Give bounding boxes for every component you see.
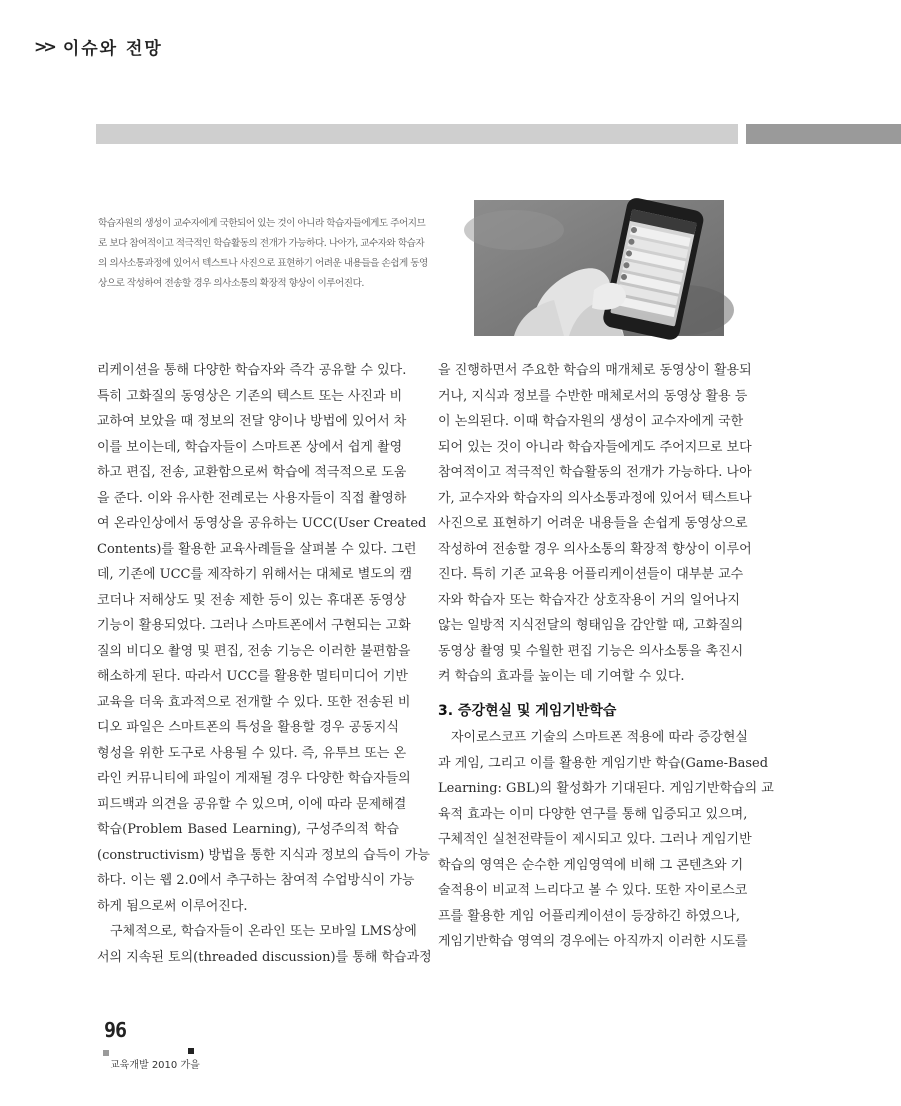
- footer-square-icon: [103, 1050, 109, 1056]
- text-line: 교하여 보았을 때 정보의 전달 양이나 방법에 있어서 차: [97, 414, 407, 429]
- text-line: 켜 학습의 효과를 높이는 데 기여할 수 있다.: [438, 669, 685, 684]
- text-line: 자이로스코프 기술의 스마트폰 적용에 따라 증강현실: [451, 730, 748, 745]
- text-line: 디오 파일은 스마트폰의 특성을 활용할 경우 공동지식: [97, 720, 399, 735]
- text-line: 학습의 영역은 순수한 게임영역에 비해 그 콘텐츠와 기: [438, 857, 744, 873]
- text-line: 하다. 이는 웹 2.0에서 추구하는 참여적 수업방식이 가능: [97, 873, 415, 888]
- caption-line: 의 의사소통과정에 있어서 텍스트나 사진으로 표현하기 어려운 내용들을 손쉽게 동영: [98, 258, 428, 269]
- footer-square-icon: [188, 1048, 194, 1054]
- text-line: 진다. 특히 기존 교육용 어플리케이션들이 대부분 교수: [438, 567, 744, 582]
- section-header: [34, 34, 163, 59]
- text-line: 거나, 지식과 정보를 수반한 매체로서의 동영상 활용 등: [438, 388, 748, 404]
- body-column-right-part1: [438, 358, 752, 690]
- text-line: 피드백과 의견을 공유할 수 있으며, 이에 따라 문제해결: [97, 796, 407, 812]
- text-line: 라인 커뮤니티에 파일이 게재될 경우 다양한 학습자들의: [97, 771, 411, 786]
- text-line: 가, 교수자와 학습자의 의사소통과정에 있어서 텍스트나: [438, 490, 752, 506]
- smartphone-photo: [474, 200, 724, 336]
- text-line: 이 논의된다. 이때 학습자원의 생성이 교수자에게 국한: [438, 414, 744, 429]
- header-bar-light: [96, 124, 738, 144]
- photo-caption: [98, 214, 454, 294]
- text-line: 하고 편집, 전송, 교환함으로써 학습에 적극적으로 도움: [97, 465, 407, 480]
- text-line: 육적 효과는 이미 다양한 연구를 통해 입증되고 있으며,: [438, 806, 748, 822]
- text-line: 사진으로 표현하기 어려운 내용들을 손쉽게 동영상으로: [438, 516, 748, 531]
- text-line: 자와 학습자 또는 학습자간 상호작용이 거의 일어나지: [438, 592, 740, 608]
- text-line: 특히 고화질의 동영상은 기존의 텍스트 또는 사진과 비: [97, 388, 403, 404]
- text-line: (constructivism) 방법을 통한 지식과 정보의 습득이 가능: [97, 847, 430, 863]
- double-chevron-icon: >>: [34, 37, 53, 56]
- smartphone-photo-image: [474, 200, 724, 336]
- text-line: 을 준다. 이와 유사한 전례로는 사용자들이 직접 촬영하: [97, 490, 407, 506]
- footer-publication: 교육개발 2010 가을: [110, 1060, 200, 1071]
- text-line: 술적용이 비교적 느리다고 볼 수 있다. 또한 자이로스코: [438, 883, 748, 898]
- page-number: 96: [104, 1018, 127, 1042]
- text-line: 하게 됨으로써 이루어진다.: [97, 898, 248, 914]
- text-line: 구체적으로, 학습자들이 온라인 또는 모바일 LMS상에: [110, 924, 417, 939]
- text-line: 해소하게 된다. 따라서 UCC를 활용한 멀티미디어 기반: [97, 669, 408, 684]
- text-line: 구체적인 실천전략들이 제시되고 있다. 그러나 게임기반: [438, 832, 752, 847]
- text-line: 데, 기존에 UCC를 제작하기 위해서는 대체로 별도의 캠: [97, 567, 413, 582]
- text-line: 프를 활용한 게임 어플리케이션이 등장하긴 하였으나,: [438, 908, 740, 924]
- text-line: Contents)를 활용한 교육사례들을 살펴볼 수 있다. 그런: [97, 541, 417, 557]
- text-line: 교육을 더욱 효과적으로 전개할 수 있다. 또한 전송된 비: [97, 694, 411, 710]
- body-column-left: [97, 358, 432, 970]
- body-column-right: [438, 358, 774, 955]
- caption-line: 로 보다 참여적이고 적극적인 학습활동의 전개가 가능하다. 나아가, 교수자와 학습자: [98, 238, 425, 249]
- text-line: 리케이션을 통해 다양한 학습자와 즉각 공유할 수 있다.: [97, 363, 407, 378]
- text-line: 참여적이고 적극적인 학습활동의 전개가 가능하다. 나아: [438, 465, 752, 480]
- text-line: 학습(Problem Based Learning), 구성주의적 학습: [97, 822, 399, 837]
- text-line: 과 게임, 그리고 이를 활용한 게임기반 학습(Game-Based: [438, 755, 769, 771]
- text-line: 작성하여 전송할 경우 의사소통의 확장적 향상이 이루어: [438, 541, 752, 557]
- text-line: 코더나 저해상도 및 전송 제한 등이 있는 휴대폰 동영상: [97, 592, 407, 608]
- text-line: 을 진행하면서 주요한 학습의 매개체로 동영상이 활용되: [438, 363, 752, 378]
- caption-line: 상으로 작성하여 전송할 경우 의사소통의 확장적 향상이 이루어진다.: [98, 278, 364, 289]
- section-heading-ar-gbl: 3. 증강현실 및 게임기반학습: [438, 702, 617, 719]
- text-line: 않는 일방적 지식전달의 형태임을 감안할 때, 고화질의: [438, 618, 744, 633]
- text-line: Learning: GBL)의 활성화가 기대된다. 게임기반학습의 교: [438, 781, 774, 796]
- text-line: 형성을 위한 도구로 사용될 수 있다. 즉, 유투브 또는 온: [97, 745, 407, 761]
- text-line: 기능이 활용되었다. 그러나 스마트폰에서 구현되는 고화: [97, 618, 411, 633]
- text-line: 이를 보이는데, 학습자들이 스마트폰 상에서 쉽게 촬영: [97, 439, 403, 455]
- text-line: 게임기반학습 영역의 경우에는 아직까지 이러한 시도를: [438, 934, 748, 949]
- body-column-right-part2: [438, 725, 774, 955]
- text-line: 여 온라인상에서 동영상을 공유하는 UCC(User Created: [97, 516, 427, 531]
- text-line: 질의 비디오 촬영 및 편집, 전송 기능은 이러한 불편함을: [97, 643, 411, 659]
- caption-line: 학습자원의 생성이 교수자에게 국한되어 있는 것이 아니라 학습자들에게도 주어지므: [98, 218, 426, 229]
- text-line: 동영상 촬영 및 수월한 편집 기능은 의사소통을 촉진시: [438, 643, 744, 659]
- header-bar-dark: [746, 124, 901, 144]
- section-title: 이슈와 전망: [62, 39, 163, 59]
- text-line: 되어 있는 것이 아니라 학습자들에게도 주어지므로 보다: [438, 439, 752, 455]
- text-line: 서의 지속된 토의(threaded discussion)를 통해 학습과정: [97, 949, 432, 965]
